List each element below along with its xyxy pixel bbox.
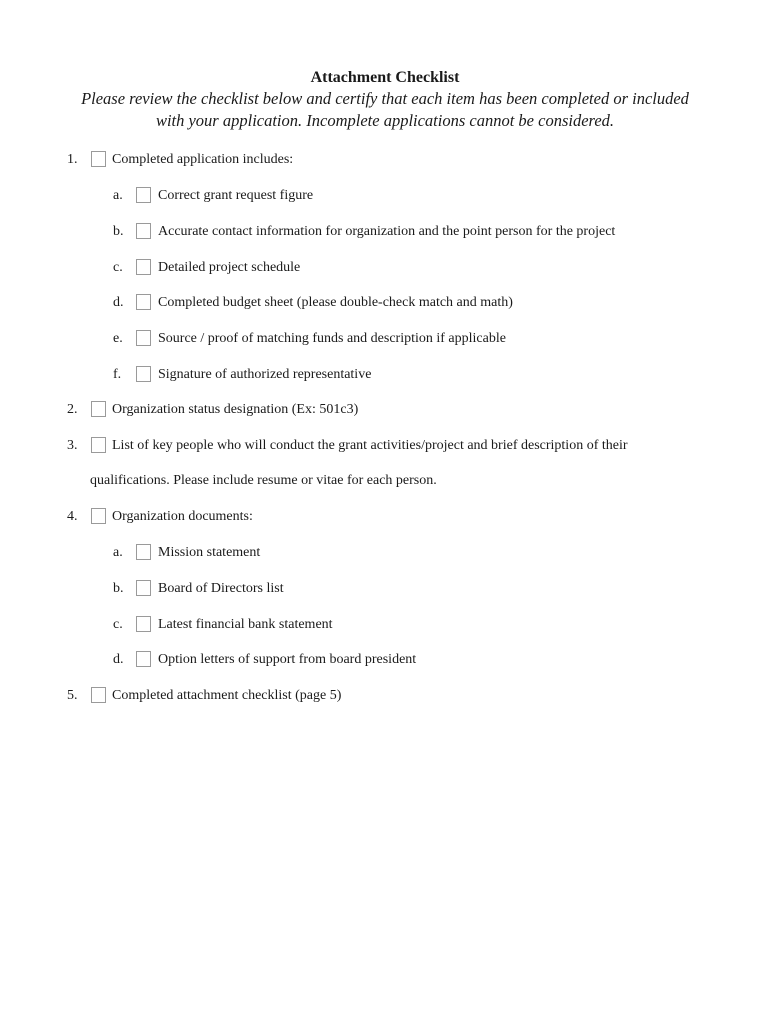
subitem-letter: f. [113, 367, 122, 382]
subitem-letter: e. [113, 331, 123, 346]
subitem-label: Latest financial bank statement [158, 617, 333, 632]
subitem-letter: a. [113, 188, 123, 203]
subitem-letter: d. [113, 652, 124, 667]
subitem-label: Mission statement [158, 545, 261, 560]
checkbox[interactable] [136, 294, 151, 310]
checkbox[interactable] [136, 580, 151, 596]
subitem-letter: c. [113, 617, 123, 632]
subitem-label: Accurate contact information for organization and the point person for the project [158, 224, 616, 239]
checkbox[interactable] [136, 366, 151, 382]
checkbox[interactable] [136, 544, 151, 560]
subitem-label: Completed budget sheet (please double-check match and math) [158, 295, 513, 310]
checkbox[interactable] [136, 223, 151, 239]
item-label: Completed attachment checklist (page 5) [112, 688, 342, 703]
item-label: Organization documents: [112, 509, 253, 524]
subitem-label: Source / proof of matching funds and description if applicable [158, 331, 506, 346]
checkbox[interactable] [136, 651, 151, 667]
page-instructions [40, 88, 730, 131]
item-number: 2. [67, 402, 78, 417]
checkbox[interactable] [136, 616, 151, 632]
item-number: 5. [67, 688, 78, 703]
checkbox[interactable] [136, 330, 151, 346]
checkbox[interactable] [91, 508, 106, 524]
subitem-label: Board of Directors list [158, 581, 284, 596]
page-title: Attachment Checklist [310, 69, 460, 86]
subitem-label: Correct grant request figure [158, 188, 314, 203]
item-label: List of key people who will conduct the grant activities/project and brief description of their [112, 438, 628, 453]
checkbox[interactable] [91, 151, 106, 167]
subitem-letter: b. [113, 224, 124, 239]
item-label: Organization status designation (Ex: 501c3) [112, 402, 359, 417]
subitem-letter: a. [113, 545, 123, 560]
checkbox[interactable] [91, 687, 106, 703]
instructions-line-2: with your application. Incomplete applications cannot be considered. [155, 110, 615, 130]
subitem-label: Option letters of support from board president [158, 652, 417, 667]
item-number: 1. [67, 152, 78, 167]
instructions-line-1: Please review the checklist below and certify that each item has been completed or included [81, 89, 689, 108]
subitem-letter: d. [113, 295, 124, 310]
checkbox[interactable] [136, 187, 151, 203]
subitem-label: Signature of authorized representative [158, 367, 372, 382]
checkbox[interactable] [91, 437, 106, 453]
subitem-letter: c. [113, 260, 123, 275]
checkbox[interactable] [91, 401, 106, 417]
subitem-letter: b. [113, 581, 124, 596]
checkbox[interactable] [136, 259, 151, 275]
item-3-continuation: qualifications. Please include resume or vitae for each person. [90, 473, 437, 488]
subitem-label: Detailed project schedule [158, 260, 301, 275]
item-number: 3. [67, 438, 78, 453]
item-number: 4. [67, 509, 78, 524]
item-label: Completed application includes: [112, 152, 294, 167]
